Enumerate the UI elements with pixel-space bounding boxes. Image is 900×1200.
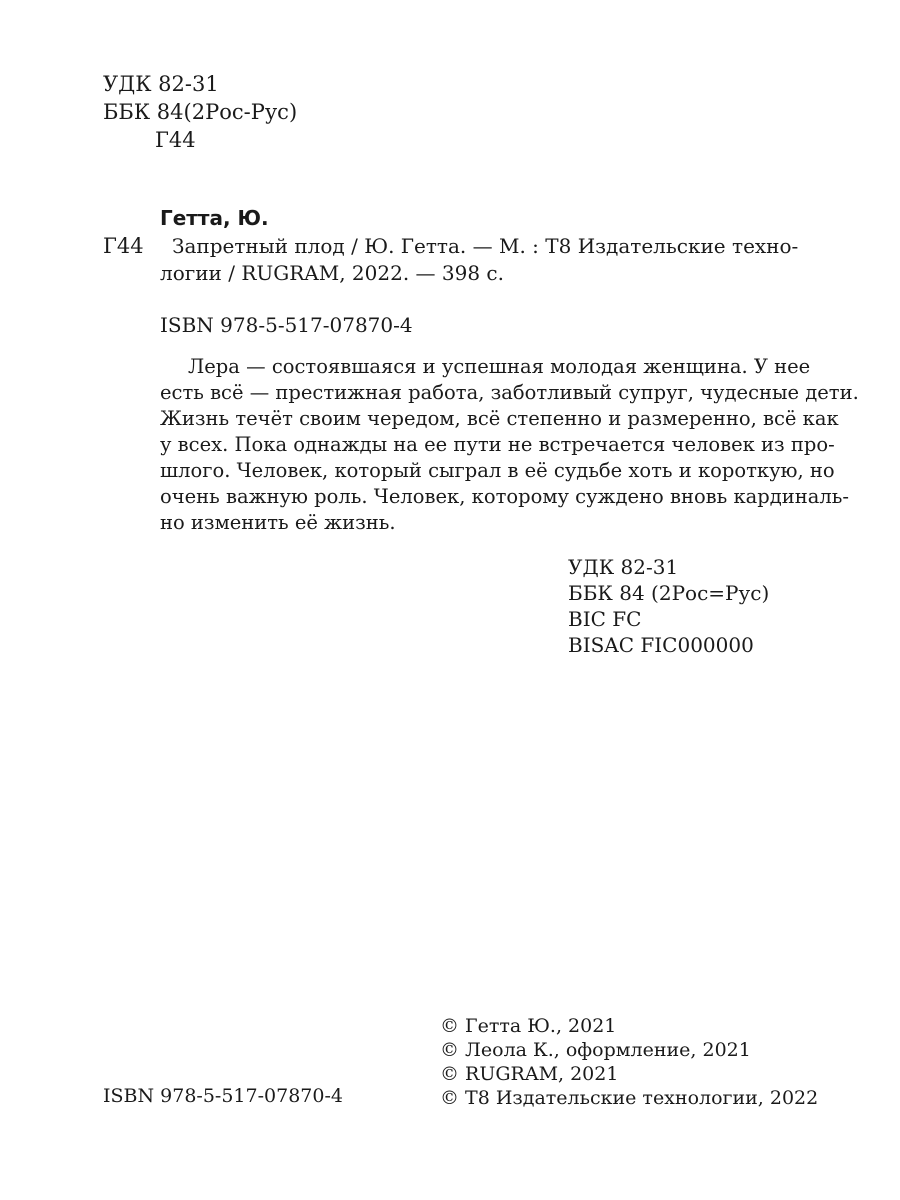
annotation-line: есть всё — престижная работа, заботливый супруг, чудесные дети. xyxy=(160,381,859,404)
top-udk-code: УДК 82-31 xyxy=(103,72,219,96)
entry-isbn: ISBN 978-5-517-07870-4 xyxy=(160,313,413,337)
footer-isbn: ISBN 978-5-517-07870-4 xyxy=(103,1085,343,1107)
copyright-line: © Леола К., оформление, 2021 xyxy=(440,1039,751,1061)
annotation-line: Лера — состоявшаяся и успешная молодая женщина. У нее xyxy=(188,355,811,378)
copyright-line: © RUGRAM, 2021 xyxy=(440,1063,619,1085)
classification-bisac: BISAC FIC000000 xyxy=(568,633,754,657)
top-bbk-code: ББК 84(2Рос-Рус) xyxy=(103,100,298,124)
entry-title-line-2: логии / RUGRAM, 2022. — 398 с. xyxy=(160,261,504,285)
annotation-line: очень важную роль. Человек, которому суждено вновь кардиналь- xyxy=(160,485,849,508)
classification-udk: УДК 82-31 xyxy=(568,555,679,579)
annotation-line: шлого. Человек, который сыграл в её судьбе хоть и короткую, но xyxy=(160,459,835,482)
annotation-line: Жизнь течёт своим чередом, всё степенно и размеренно, всё как xyxy=(160,407,839,430)
annotation-line: но изменить её жизнь. xyxy=(160,511,396,534)
classification-bbk: ББК 84 (2Рос=Рус) xyxy=(568,581,770,605)
annotation-paragraph xyxy=(160,354,859,536)
copyright-line: © Т8 Издательские технологии, 2022 xyxy=(440,1087,819,1109)
entry-author: Гетта, Ю. xyxy=(160,206,269,230)
entry-author-mark: Г44 xyxy=(103,234,144,258)
classification-bic: BIC FC xyxy=(568,607,642,631)
entry-title-line-1: Запретный плод / Ю. Гетта. — М. : Т8 Издательские техно- xyxy=(172,234,799,258)
top-author-mark: Г44 xyxy=(155,128,196,152)
copyright-line: © Гетта Ю., 2021 xyxy=(440,1015,617,1037)
annotation-line: у всех. Пока однажды на ее пути не встречается человек из про- xyxy=(160,433,835,456)
